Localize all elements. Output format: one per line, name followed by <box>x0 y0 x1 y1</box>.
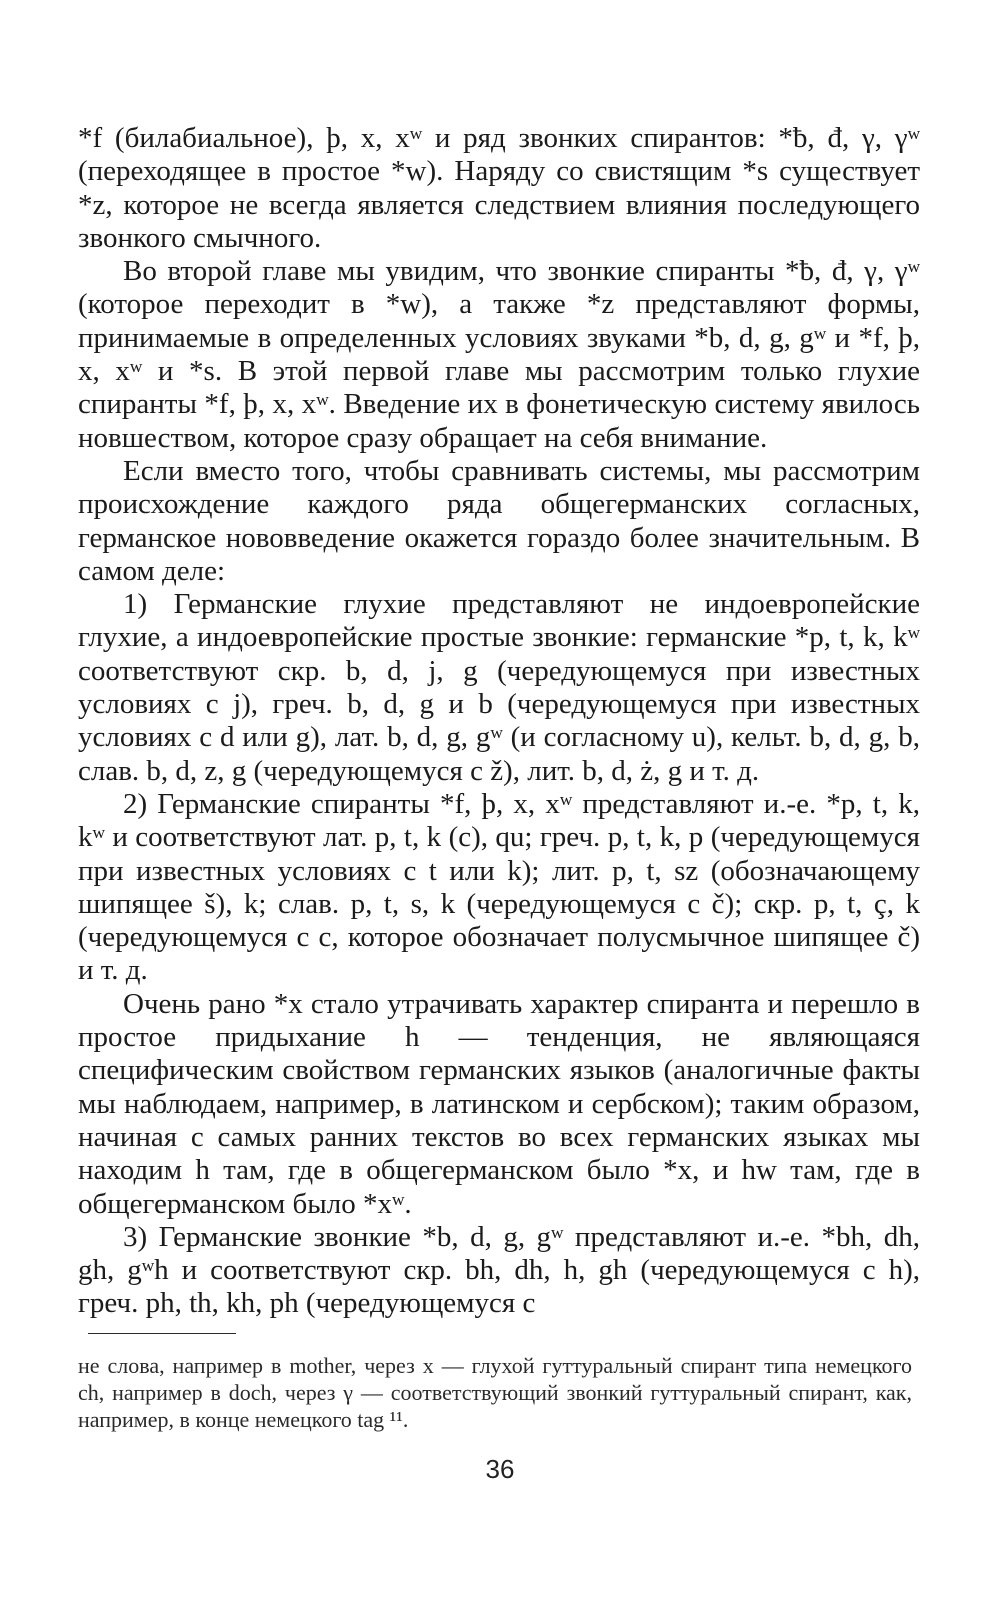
paragraph-4: 1) Германские глухие представляют не индоевропейские глухие, а индоевропейские простые звонкие: германские *p, t, k, kʷ соответствуют скр. b, d, j, g (чередующемуся при известных условиях с j), греч. b, d, g и b (чередующемуся при известных условиях с d или g), лат. b, d, g, gʷ (и согласному u), кельт. b, d, g, b, слав. b, d, z, g (чередующемуся с ž), лит. b, d, ż, g и т. д. <box>78 588 920 787</box>
page-number: 36 <box>485 1454 515 1484</box>
paragraph-1: *f (билабиальное), þ, x, xʷ и ряд звонких спирантов: *ƀ, đ, γ, γʷ (переходящее в простое *w). Наряду со свистящим *s существует *z, которое не всегда является следствием влияния последующего звонкого смычного. <box>78 122 920 254</box>
page-body <box>78 122 920 1321</box>
paragraph-7: 3) Германские звонкие *b, d, g, gʷ представляют и.-е. *bh, dh, gh, gʷh и соответствуют скр. bh, dh, h, gh (чередующемуся с h), греч. ph, th, kh, ph (чередующемуся с <box>78 1220 920 1320</box>
paragraph-3: Если вместо того, чтобы сравнивать системы, мы рассмотрим происхождение каждого ряда общегерманских согласных, германское нововведение окажется гораздо более значительным. В самом деле: <box>78 454 920 587</box>
paragraph-6: Очень рано *x стало утрачивать характер спиранта и перешло в простое придыхание h — тенденция, не являющаяся специфическим свойством германских языков (аналогичные факты мы наблюдаем, например, в латинском и сербском); таким образом, начиная с самых ранних текстов во всех германских языках мы находим h там, где в общегерманском было *x, и hw там, где в общегерманском было *xʷ. <box>78 987 920 1220</box>
paragraph-2: Во второй главе мы увидим, что звонкие спиранты *ƀ, đ, γ, γʷ (которое переходит в *w), а также *z представляют формы, принимаемые в определенных условиях звуками *b, d, g, gʷ и *f, þ, x, xʷ и *s. В этой первой главе мы рассмотрим только глухие спиранты *f, þ, x, xʷ. Введение их в фонетическую систему явилось новшеством, которое сразу обращает на себя внимание. <box>78 255 920 454</box>
footnote: не слова, например в mother, через x — глухой гуттуральный спирант типа немецкого ch, например в doch, через γ — соответствующий звонкий гуттуральный спирант, как, например, в конце немецкого tag ¹¹. <box>78 1353 912 1432</box>
paragraph-5: 2) Германские спиранты *f, þ, x, xʷ представляют и.-е. *p, t, k, kʷ и соответствуют лат. p, t, k (c), qu; греч. p, t, k, p (чередующемуся при известных условиях с t или k); лит. p, t, sz (обозначающему шипящее š), k; слав. p, t, s, k (чередующемуся с č); скр. p, t, ç, k (чередующемуся с c, которое обозначает полусмычное шипящее č) и т. д. <box>78 787 920 987</box>
footnote-divider <box>88 1333 236 1334</box>
